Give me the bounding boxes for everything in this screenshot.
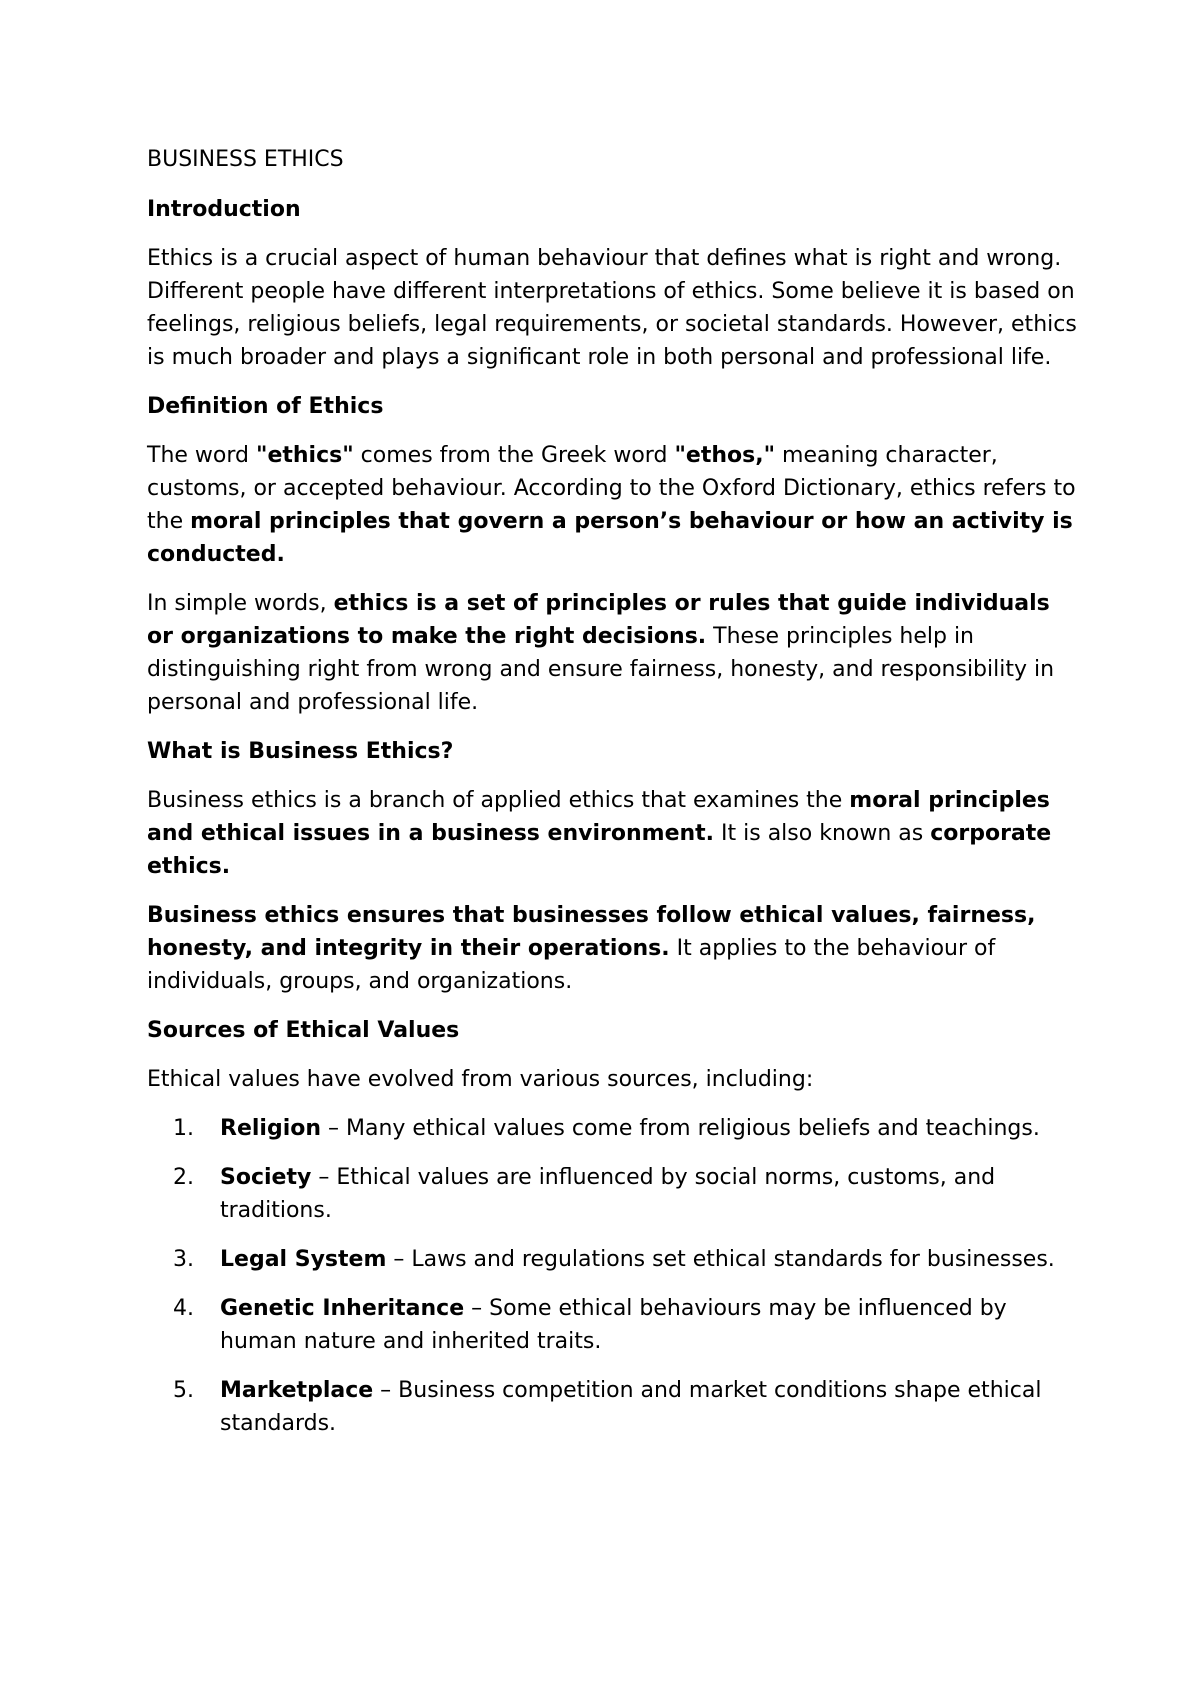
- list-number: 1.: [173, 1116, 194, 1141]
- introduction-paragraph: Ethics is a crucial aspect of human behaviour that defines what is right and wrong. Different people have different interpretations of ethics. Some believe it is based on feelings, religious beliefs, legal requirements, or societal standards. However, ethics is much broader and plays a significant role in both personal and professional life.: [147, 246, 1077, 370]
- text-run: It is also known as: [714, 821, 931, 846]
- list-term: Religion: [220, 1116, 322, 1141]
- list-item: [147, 1243, 1077, 1276]
- heading-definition: Definition of Ethics: [147, 394, 384, 419]
- text-run: The word: [147, 443, 256, 468]
- sources-intro: Ethical values have evolved from various sources, including:: [147, 1067, 814, 1092]
- definition-paragraph-1: [147, 439, 1077, 571]
- list-number: 5.: [173, 1378, 194, 1403]
- list-number: 2.: [173, 1165, 194, 1190]
- list-description: – Some ethical behaviours may be influenced by human nature and inherited traits.: [220, 1296, 1007, 1354]
- text-run: comes from the Greek word: [353, 443, 675, 468]
- bold-run: ethics is a set of principles or rules that guide individuals or organizations to make the right decisions.: [147, 591, 1050, 649]
- list-term: Marketplace: [220, 1378, 374, 1403]
- heading-introduction: Introduction: [147, 197, 301, 222]
- text-run: Business ethics is a branch of applied ethics that examines the: [147, 788, 850, 813]
- document-page: [147, 143, 1077, 1456]
- list-item: [147, 1161, 1077, 1227]
- definition-paragraph-2: [147, 587, 1077, 719]
- list-description: – Ethical values are influenced by social norms, customs, and traditions.: [220, 1165, 996, 1223]
- list-description: – Business competition and market conditions shape ethical standards.: [220, 1378, 1042, 1436]
- text-run: meaning character, customs, or accepted behaviour. According to the Oxford Dictionary, ethics refers to the: [147, 443, 1076, 534]
- list-item: [147, 1112, 1077, 1145]
- list-term: Genetic Inheritance: [220, 1296, 465, 1321]
- list-term: Society: [220, 1165, 312, 1190]
- list-description: – Laws and regulations set ethical standards for businesses.: [386, 1247, 1055, 1272]
- bold-run: "ethos,": [674, 443, 776, 468]
- document-title: BUSINESS ETHICS: [147, 147, 344, 172]
- list-item: [147, 1374, 1077, 1440]
- business-paragraph-2: [147, 899, 1077, 998]
- bold-run: corporate ethics.: [147, 821, 1052, 879]
- bold-run: moral principles and ethical issues in a business environment.: [147, 788, 1050, 846]
- bold-run: "ethics": [255, 443, 354, 468]
- business-paragraph-1: [147, 784, 1077, 883]
- list-description: – Many ethical values come from religious beliefs and teachings.: [321, 1116, 1040, 1141]
- text-run: These principles help in distinguishing right from wrong and ensure fairness, honesty, and responsibility in personal and professional life.: [147, 624, 1055, 715]
- heading-business-ethics: What is Business Ethics?: [147, 739, 454, 764]
- list-number: 3.: [173, 1247, 194, 1272]
- text-run: It applies to the behaviour of individuals, groups, and organizations.: [147, 936, 996, 994]
- text-run: In simple words,: [147, 591, 334, 616]
- bold-run: moral principles that govern a person’s behaviour or how an activity is conducted.: [147, 509, 1073, 567]
- bold-run: Business ethics ensures that businesses follow ethical values, fairness, honesty, and integrity in their operations.: [147, 903, 1036, 961]
- list-item: [147, 1292, 1077, 1358]
- list-number: 4.: [173, 1296, 194, 1321]
- sources-list: [147, 1112, 1077, 1440]
- heading-sources: Sources of Ethical Values: [147, 1018, 460, 1043]
- list-term: Legal System: [220, 1247, 387, 1272]
